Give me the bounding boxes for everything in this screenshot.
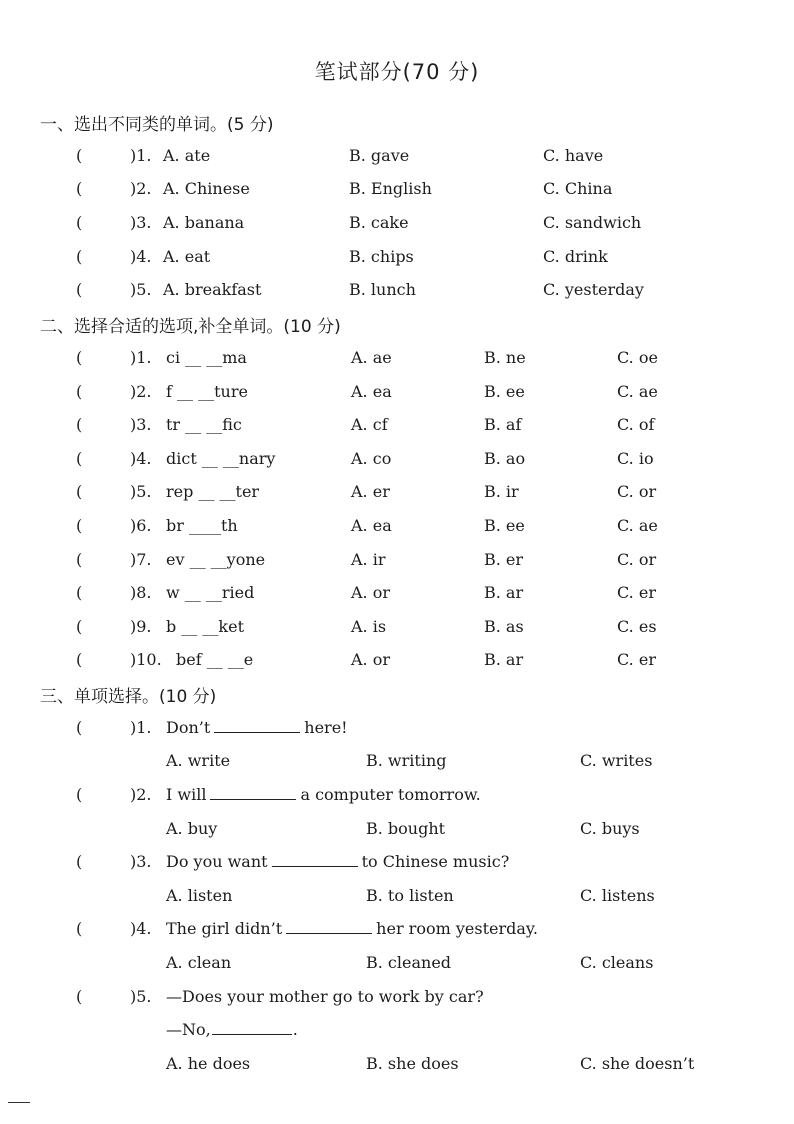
answer-paren[interactable]: ( [76, 449, 83, 468]
question-number: )5. [130, 482, 152, 501]
answer-paren[interactable]: ( [76, 852, 83, 871]
word-fragment: tr __ __fic [166, 415, 242, 434]
question-number: )3. [130, 415, 152, 434]
option-c: C. writes [580, 751, 653, 770]
answer-blank[interactable] [214, 716, 300, 733]
question-row [0, 245, 794, 269]
question-row [0, 447, 794, 471]
question-row [0, 648, 794, 672]
word-fragment: bef __ __e [176, 650, 254, 669]
option-b: B. ir [484, 482, 519, 501]
option-row [0, 749, 794, 773]
option-b: B. ne [484, 348, 526, 367]
option-row [0, 817, 794, 841]
option-row [0, 1052, 794, 1076]
answer-paren[interactable]: ( [76, 382, 83, 401]
question-number: )2. [130, 785, 152, 804]
question-row [0, 581, 794, 605]
option-b: B. er [484, 550, 524, 569]
answer-blank[interactable] [272, 850, 358, 867]
option-c: C. listens [580, 886, 655, 905]
question-stem: Don’t here! [166, 718, 348, 737]
page-title: 笔试部分(70 分) [314, 60, 480, 84]
answer-paren[interactable]: ( [76, 179, 83, 198]
option-b: B. chips [349, 247, 414, 266]
answer-paren[interactable]: ( [76, 280, 83, 299]
option-b: B. as [484, 617, 524, 636]
option-c: C. sandwich [543, 213, 642, 232]
option-c: C. ae [617, 516, 658, 535]
answer-paren[interactable]: ( [76, 146, 83, 165]
dialogue-reply-row [0, 1018, 794, 1042]
answer-paren[interactable]: ( [76, 247, 83, 266]
answer-paren[interactable]: ( [76, 919, 83, 938]
option-a: A. or [351, 650, 391, 669]
question-number: )5. [130, 987, 152, 1006]
option-b: B. to listen [366, 886, 454, 905]
question-number: )8. [130, 583, 152, 602]
question-row [0, 480, 794, 504]
option-a: A. eat [163, 247, 211, 266]
option-b: B. cleaned [366, 953, 452, 972]
option-a: A. write [166, 751, 231, 770]
option-a: A. or [351, 583, 391, 602]
option-c: C. oe [617, 348, 658, 367]
option-a: A. cf [351, 415, 388, 434]
option-c: C. io [617, 449, 654, 468]
section-3-heading: 三、单项选择。(10 分) [40, 687, 217, 707]
option-b: B. ao [484, 449, 526, 468]
question-row [0, 413, 794, 437]
option-c: C. es [617, 617, 657, 636]
option-c: C. or [617, 550, 657, 569]
question-number: )4. [130, 247, 152, 266]
option-a: A. ea [351, 516, 392, 535]
question-row [0, 917, 794, 941]
question-number: )1. [130, 146, 152, 165]
question-row [0, 548, 794, 572]
word-fragment: w __ __ried [166, 583, 255, 602]
question-number: )7. [130, 550, 152, 569]
question-row [0, 177, 794, 201]
option-c: C. er [617, 583, 656, 602]
page-edge-rule [8, 1102, 30, 1103]
answer-paren[interactable]: ( [76, 415, 83, 434]
option-b: B. ar [484, 650, 524, 669]
question-number: )4. [130, 449, 152, 468]
option-c: C. of [617, 415, 655, 434]
option-row [0, 884, 794, 908]
question-number: )6. [130, 516, 152, 535]
question-number: )9. [130, 617, 152, 636]
word-fragment: f __ __ture [166, 382, 248, 401]
option-a: A. ir [351, 550, 386, 569]
question-number: )2. [130, 382, 152, 401]
question-row [0, 346, 794, 370]
option-a: A. co [351, 449, 392, 468]
option-c: C. have [543, 146, 604, 165]
question-number: )3. [130, 852, 152, 871]
question-number: )5. [130, 280, 152, 299]
question-number: )2. [130, 179, 152, 198]
option-c: C. or [617, 482, 657, 501]
question-number: )4. [130, 919, 152, 938]
word-fragment: b __ __ket [166, 617, 245, 636]
answer-blank[interactable] [286, 917, 372, 934]
section-2-heading: 二、选择合适的选项,补全单词。(10 分) [40, 317, 341, 337]
option-b: B. af [484, 415, 522, 434]
question-row [0, 514, 794, 538]
question-row [0, 211, 794, 235]
word-fragment: ci __ __ma [166, 348, 247, 367]
option-b: B. ar [484, 583, 524, 602]
option-c: C. she doesn’t [580, 1054, 695, 1073]
question-stem: I will a computer tomorrow. [166, 785, 481, 804]
option-b: B. gave [349, 146, 410, 165]
option-b: B. writing [366, 751, 447, 770]
question-row [0, 380, 794, 404]
answer-paren[interactable]: ( [76, 482, 83, 501]
option-b: B. she does [366, 1054, 459, 1073]
option-c: C. yesterday [543, 280, 644, 299]
option-b: B. ee [484, 516, 525, 535]
option-c: C. buys [580, 819, 640, 838]
word-fragment: br ____th [166, 516, 238, 535]
section-1-heading: 一、选出不同类的单词。(5 分) [40, 115, 274, 135]
question-row [0, 850, 794, 874]
option-row [0, 951, 794, 975]
question-stem: —Does your mother go to work by car? [166, 987, 484, 1006]
question-number: )3. [130, 213, 152, 232]
option-b: B. ee [484, 382, 525, 401]
option-a: A. banana [163, 213, 245, 232]
answer-paren[interactable]: ( [76, 650, 83, 669]
word-fragment: ev __ __yone [166, 550, 266, 569]
answer-blank[interactable] [210, 783, 296, 800]
option-a: A. er [351, 482, 390, 501]
option-a: A. Chinese [163, 179, 250, 198]
dialogue-reply: —No, . [166, 1020, 298, 1039]
option-b: B. English [349, 179, 432, 198]
option-b: B. cake [349, 213, 409, 232]
answer-paren[interactable]: ( [76, 583, 83, 602]
option-a: A. breakfast [163, 280, 262, 299]
option-b: B. lunch [349, 280, 416, 299]
answer-paren[interactable]: ( [76, 516, 83, 535]
question-row [0, 615, 794, 639]
option-a: A. he does [166, 1054, 251, 1073]
answer-paren[interactable]: ( [76, 718, 83, 737]
option-a: A. is [351, 617, 387, 636]
answer-paren[interactable]: ( [76, 785, 83, 804]
question-row [0, 144, 794, 168]
option-a: A. ea [351, 382, 392, 401]
question-stem: Do you want to Chinese music? [166, 852, 510, 871]
option-a: A. ae [351, 348, 392, 367]
option-c: C. ae [617, 382, 658, 401]
answer-paren[interactable]: ( [76, 348, 83, 367]
word-fragment: rep __ __ter [166, 482, 260, 501]
question-row [0, 716, 794, 740]
option-c: C. cleans [580, 953, 654, 972]
answer-paren[interactable]: ( [76, 213, 83, 232]
option-c: C. China [543, 179, 613, 198]
option-a: A. clean [166, 953, 232, 972]
answer-paren[interactable]: ( [76, 987, 83, 1006]
question-number: )10. [130, 650, 162, 669]
option-a: A. listen [166, 886, 233, 905]
answer-blank[interactable] [212, 1018, 292, 1035]
question-row [0, 278, 794, 302]
question-row [0, 783, 794, 807]
question-stem: The girl didn’t her room yesterday. [166, 919, 538, 938]
option-a: A. buy [166, 819, 218, 838]
question-number: )1. [130, 718, 152, 737]
option-b: B. bought [366, 819, 446, 838]
option-a: A. ate [163, 146, 211, 165]
option-c: C. drink [543, 247, 608, 266]
question-row [0, 985, 794, 1009]
question-number: )1. [130, 348, 152, 367]
answer-paren[interactable]: ( [76, 617, 83, 636]
option-c: C. er [617, 650, 656, 669]
word-fragment: dict __ __nary [166, 449, 276, 468]
answer-paren[interactable]: ( [76, 550, 83, 569]
